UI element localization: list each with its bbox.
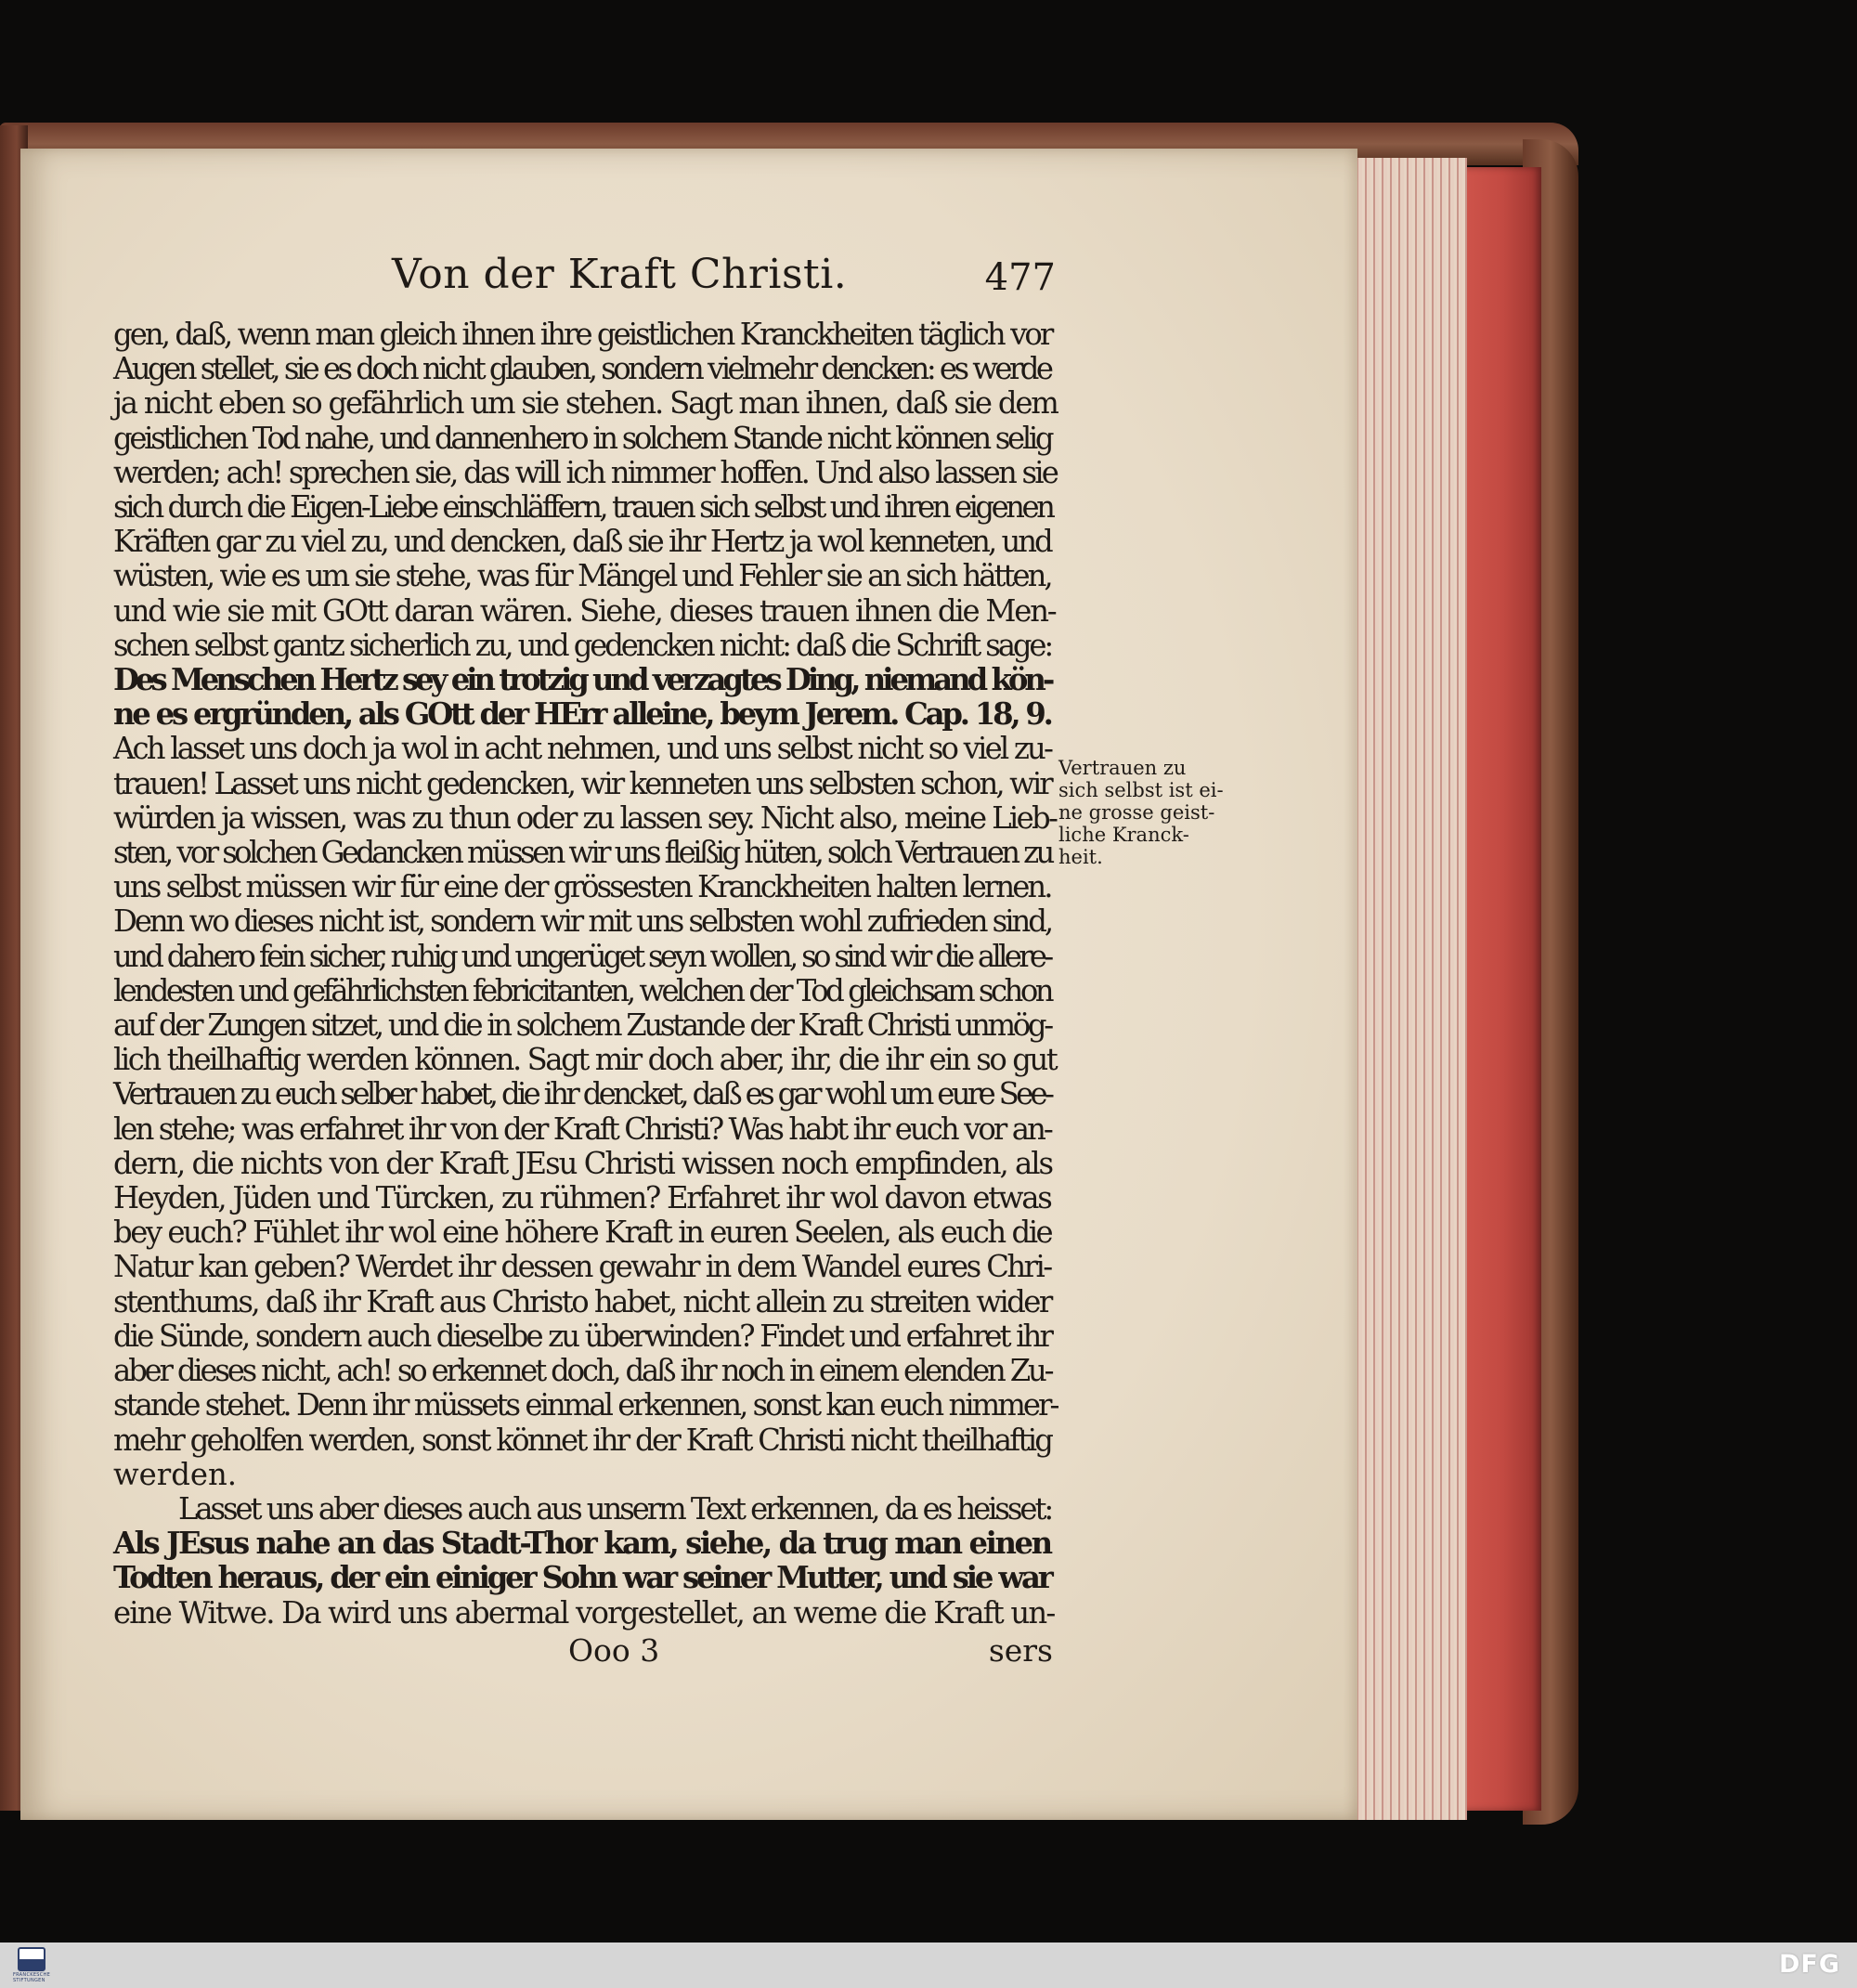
text-line: eine Witwe. Da wird uns abermal vorgestellet, an weme die Kraft un- [113,1594,1055,1631]
text-line: geistlichen Tod nahe, und dannenhero in solchem Stande nicht können selig [113,420,1052,456]
text-line: Heyden, Jüden und Türcken, zu rühmen? Erfahret ihr wol davon etwas [113,1180,1051,1216]
body-text [113,317,1058,1631]
text-line: auf der Zungen sitzet, und die in solchem Zustande der Kraft Christi unmög- [113,1007,1051,1044]
text-line: würden ja wissen, was zu thun oder zu lassen sey. Nicht also, meine Lieb- [113,799,1057,836]
running-head [113,251,1056,306]
text-line: schen selbst gantz sicherlich zu, und gedencken nicht: daß die Schrift sage: [113,627,1052,663]
text-line: sich durch die Eigen-Liebe einschläffern, trauen sich selbst und ihren eigenen [113,489,1053,526]
franckesche-stiftungen-logo[interactable] [13,1946,50,1983]
text-line: Lasset uns aber dieses auch aus unserm Text erkennen, da es heisset: [178,1490,1052,1527]
text-line: stenthums, daß ihr Kraft aus Christo habet, nicht allein zu streiten wider [113,1283,1051,1319]
marginal-note-line: Vertrauen zu [1058,757,1187,779]
page-content [113,251,1058,1670]
text-line: mehr geholfen werden, sonst könnet ihr der Kraft Christi nicht theilhaftig [113,1422,1052,1458]
catchword: sers [988,1631,1053,1669]
text-line: Des Menschen Hertz sey ein trotzig und verzagtes Ding, niemand kön- [113,662,1052,698]
bottom-bar [0,1943,1857,1988]
institution-logo-icon [18,1947,45,1971]
text-line: werden. [113,1456,238,1492]
text-line: Vertrauen zu euch selber habet, die ihr dencket, daß es gar wohl um eure See- [113,1076,1052,1112]
text-line: dern, die nichts von der Kraft JEsu Christi wissen noch empfinden, als [113,1145,1053,1181]
text-line: Denn wo dieses nicht ist, sondern wir mit uns selbsten wohl zufrieden sind, [113,903,1052,940]
text-line: Als JEsus nahe an das Stadt-Thor kam, siehe, da trug man einen [113,1526,1051,1562]
marginal-note-line: liche Kranck- [1058,824,1189,846]
text-line: stande stehet. Denn ihr müssets einmal erkennen, sonst kan euch nimmer- [113,1387,1058,1423]
text-line: ne es ergründen, als GOtt der HErr alleine, beym Jerem. Cap. 18, 9. [113,696,1051,733]
text-line: Augen stellet, sie es doch nicht glauben, sondern vielmehr dencken: es werde [113,351,1051,387]
text-line: und dahero fein sicher, ruhig und ungerüget seyn wollen, so sind wir die allere- [113,938,1051,974]
marginal-note [1058,757,1224,868]
text-line: Todten heraus, der ein einiger Sohn war seiner Mutter, und sie war [113,1560,1051,1596]
text-line: sten, vor solchen Gedancken müssen wir uns fleißig hüten, solch Vertrauen zu [113,835,1052,871]
text-line: lich theilhaftig werden können. Sagt mir doch aber, ihr, die ihr ein so gut [113,1042,1057,1078]
running-title: Von der Kraft Christi. [392,251,848,298]
text-line: uns selbst müssen wir für eine der grössesten Kranckheiten halten lernen. [113,869,1051,905]
page-footer [113,1632,1051,1670]
text-line: len stehe; was erfahret ihr von der Kraft Christi? Was habt ihr euch vor an- [113,1111,1051,1147]
text-line: Kräften gar zu viel zu, und dencken, daß sie ihr Hertz ja wol kenneten, und [113,524,1051,560]
text-line: bey euch? Fühlet ihr wol eine höhere Kraft in euren Seelen, als euch die [113,1215,1052,1251]
marginal-note-line: sich selbst ist ei- [1058,779,1224,801]
text-line: und wie sie mit GOtt daran wären. Siehe, dieses trauen ihnen die Men- [113,592,1056,629]
text-line: Ach lasset uns doch ja wol in acht nehmen, und uns selbst nicht so viel zu- [113,731,1052,767]
page-number: 477 [984,256,1056,299]
logo-left-text: FRANCKESCHE STIFTUNGEN [12,1971,51,1983]
text-line: die Sünde, sondern auch dieselbe zu überwinden? Findet und erfahret ihr [113,1318,1052,1354]
text-line: werden; ach! sprechen sie, das will ich nimmer hoffen. Und also lassen sie [113,454,1058,490]
text-line: Natur kan geben? Werdet ihr dessen gewahr in dem Wandel eures Chri- [113,1249,1051,1285]
text-line: gen, daß, wenn man gleich ihnen ihre geistlichen Kranckheiten täglich vor [113,317,1052,352]
text-line: aber dieses nicht, ach! so erkennet doch, daß ihr noch in einem elenden Zu- [113,1353,1052,1389]
text-line: trauen! Lasset uns nicht gedencken, wir kenneten uns selbsten schon, wir [113,765,1051,801]
text-line: ja nicht eben so gefährlich um sie stehen. Sagt man ihnen, daß sie dem [113,385,1058,422]
text-line: lendesten und gefährlichsten febricitanten, welchen der Tod gleichsam schon [113,972,1052,1008]
marginal-note-line: ne grosse geist- [1058,801,1215,824]
dfg-logo[interactable]: DFG [1778,1950,1840,1979]
text-line: wüsten, wie es um sie stehe, was für Mängel und Fehler sie an sich hätten, [113,558,1051,594]
marginal-note-line: heit. [1058,846,1103,868]
signature-mark: Ooo 3 [568,1631,660,1669]
